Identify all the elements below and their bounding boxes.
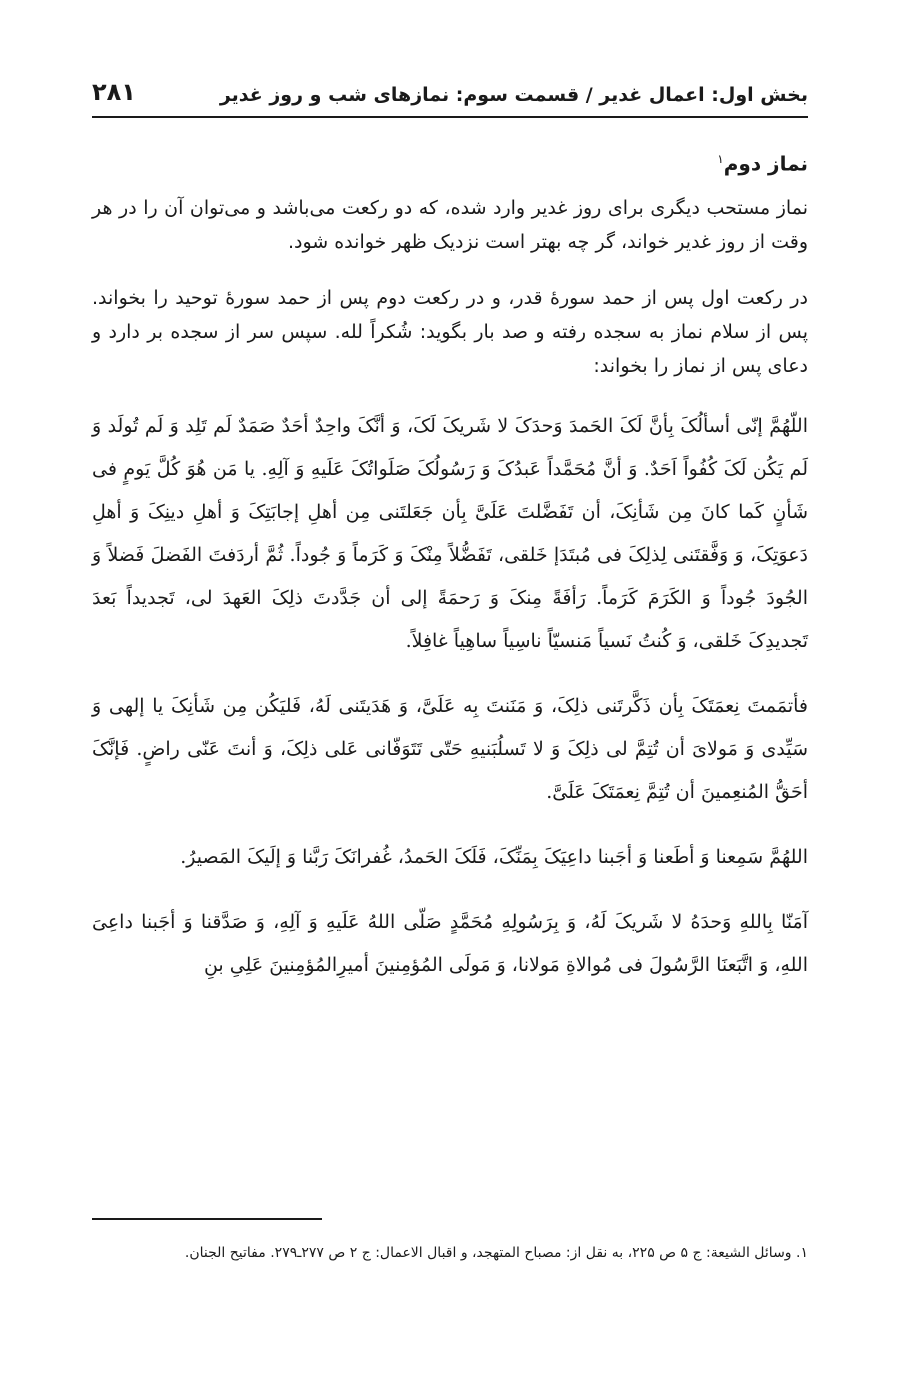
footnote: ۱. وسائل الشیعة: ج ۵ ص ۲۲۵، به نقل از: مصباح المتهجد، و اقبال الاعمال: ج ۲ ص ۲۷۷ـ۲۷۹. مفاتیح الجنان.: [184, 1245, 808, 1261]
section-title: [92, 142, 808, 181]
paragraph-supplication-2: فأتمَمتَ نِعمَتَکَ بِأن ذَکَّرتَنی ذلِکَ، وَ مَنَنتَ بِه عَلَیَّ، وَ هَدَیتَنی لَهُ، فَلیَکُن مِن شَأنِکَ یا إلهی وَ سَیِّدی وَ مَولایَ أن تُتِمَّ لی ذلِکَ وَ لا تَسلُبَنیهِ حَتّی تَتَوَفّانی عَلی ذلِکَ، وَ أنتَ عَنّی راضٍ. فَإنَّکَ أحَقُّ المُنعِمینَ أن تُتِمَّ نِعمَتَکَ عَلَیَّ.: [92, 694, 808, 803]
paragraph-supplication-4: آمَنّا بِاللهِ وَحدَهُ لا شَریکَ لَهُ، وَ بِرَسُولِهِ مُحَمَّدٍ صَلّی اللهُ عَلَیهِ وَ آلِهِ، وَ صَدَّقنا وَ أجَبنا داعِیَ اللهِ، وَ اتَّبَعنَا الرَّسُولَ فی مُوالاةِ مَولانا، وَ مَولَی المُؤمِنینَ أمیرِالمُؤمِنینَ عَلِیِ بنِ: [92, 910, 808, 976]
page-body: [92, 142, 808, 1009]
footnote-marker: ۱: [717, 152, 724, 166]
book-page: [92, 0, 808, 1390]
page-number: ۲۸۱: [92, 78, 136, 106]
running-title: بخش اول: اعمال غدیر / قسمت سوم: نمازهای شب و روز غدیر: [219, 84, 808, 106]
paragraph-supplication-1: اللّهُمَّ إنّی أسألُکَ بِأنَّ لَکَ الحَمدَ وَحدَکَ لا شَریکَ لَکَ، وَ أنَّکَ واحِدٌ أحَدٌ صَمَدٌ لَم تَلِد وَ لَم تُولَد وَ لَم یَکُن لَکَ کُفُواً اَحَدٌ. وَ أنَّ مُحَمَّداً عَبدُکَ وَ رَسُولُکَ صَلَواتُکَ عَلَیهِ وَ آلِهِ. یا مَن هُوَ کُلَّ یَومٍ فی شَأنٍ کَما کانَ مِن شَأنِکَ، أن تَفَضَّلتَ عَلَیَّ بِأن جَعَلتَنی مِن أهلِ إجابَتِکَ وَ أهلِ دینِکَ وَ أهلِ دَعوَتِکَ، وَ وَفَّقتَنی لِذلِکَ فی مُبتَدَإ خَلقی، تَفَضُّلاً مِنْکَ وَ کَرَماً وَ جُوداً. ثُمَّ أردَفتَ الفَضلَ فَضلاً وَ الجُودَ جُوداً وَ الکَرَمَ کَرَماً. رَأفَةً مِنکَ وَ رَحمَةً إلی أن جَدَّدتَ ذلِکَ العَهدَ لی، تَجدیداً بَعدَ تَجدیدِکَ خَلقی، وَ کُنتُ نَسیاً مَنسیّاً ناسِیاً ساهِیاً غافِلاً.: [92, 414, 808, 652]
paragraph-supplication-3: اللهُمَّ سَمِعنا وَ أطَعنا وَ أجَبنا داعِیَکَ بِمَنِّکَ، فَلَکَ الحَمدُ، غُفرانَکَ رَبَّنا وَ إلَیکَ المَصیرُ.: [180, 845, 808, 868]
header-rule: [92, 116, 808, 118]
section-title-text: نماز دوم: [723, 151, 808, 176]
paragraph-intro: نماز مستحب دیگری برای روز غدیر وارد شده، که دو رکعت می‌باشد و می‌توان آن را در هر وقت از روز غدیر خواند، گر چه بهتر است نزدیک ظهر خوانده شود.: [92, 196, 808, 253]
paragraph-instructions: در رکعت اول پس از حمد سورهٔ قدر، و در رکعت دوم پس از حمد سورهٔ توحید را بخواند. پس از سلام نماز به سجده رفته و صد بار بگوید: شُکراً لله. سپس سر از سجده بر دارد و دعای پس از نماز را بخواند:: [92, 286, 808, 377]
footnote-rule: [92, 1218, 322, 1220]
running-header: [92, 70, 808, 106]
